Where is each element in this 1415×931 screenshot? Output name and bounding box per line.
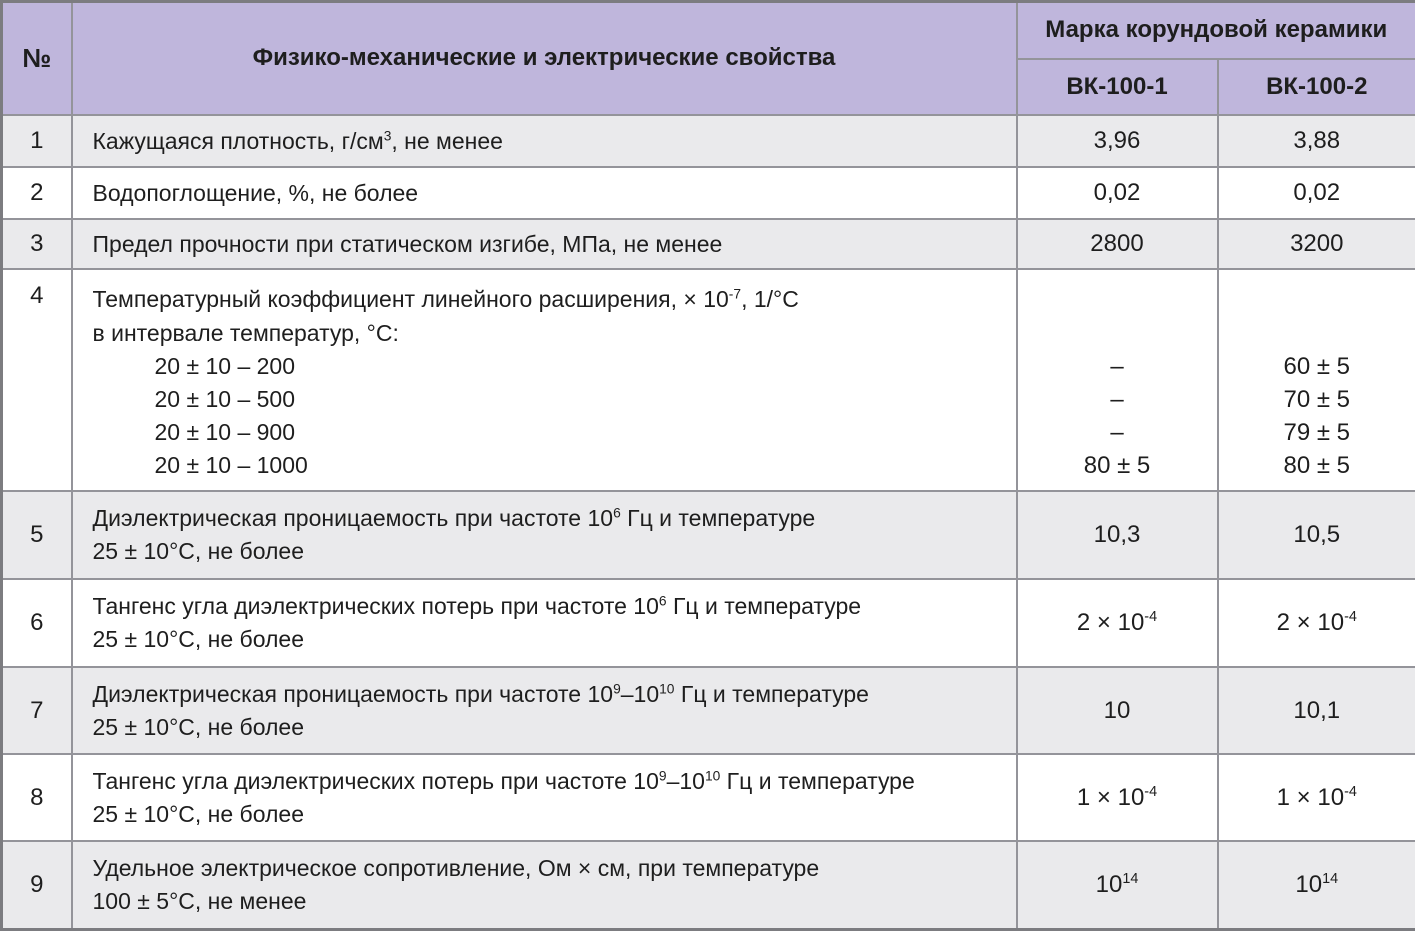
value-cell-vk-100-1: 10,3 xyxy=(1017,491,1218,579)
property-cell: Тангенс угла диэлектрических потерь при частоте $10^9-10^{10}$ Гц и температуре 25 ± 10°С, не более xyxy=(72,754,1017,841)
value-cell-vk-100-2: 10,5 xyxy=(1218,491,1415,579)
value-cell-vk-100-2: $1 \times 10^{-4}$ xyxy=(1218,754,1415,841)
property-cell: Диэлектрическая проницаемость при частоте $10^9-10^{10}$ Гц и температуре 25 ± 10°С, не более xyxy=(72,667,1017,754)
row-number: 5 xyxy=(2,491,72,579)
table-row xyxy=(2,579,1415,667)
table-row xyxy=(2,667,1415,754)
value-cell-vk-100-1: 10 xyxy=(1017,667,1218,754)
value-cell-vk-100-1: 3,96 xyxy=(1017,115,1218,167)
table-row xyxy=(2,219,1415,269)
table-row xyxy=(2,841,1415,929)
property-cell: Температурный коэффициент линейного расширения, × $10^{-7}$, 1/°С в интервале температур, °С: 20 ± 10 – 200 20 ± 10 – 500 20 ± 10 – 900 20 ± 10 – 1000 xyxy=(72,269,1017,491)
value-cell-vk-100-1: $10^{14}$ xyxy=(1017,841,1218,929)
header-brand-vk-100-2: ВК-100-2 xyxy=(1218,59,1415,115)
value-cell-vk-100-2: $2 \times 10^{-4}$ xyxy=(1218,579,1415,667)
header-brand-group: Марка корундовой керамики xyxy=(1017,2,1415,59)
temperature-interval: 20 ± 10 – 200 xyxy=(154,352,296,379)
value-cell-vk-100-2: 0,02 xyxy=(1218,167,1415,219)
value-cell-vk-100-1: 0,02 xyxy=(1017,167,1218,219)
header-brand-vk-100-1: ВК-100-1 xyxy=(1017,59,1218,115)
property-cell: Диэлектрическая проницаемость при частоте $10^6$ Гц и температуре 25 ± 10°С, не более xyxy=(72,491,1017,579)
table-row xyxy=(2,269,1415,491)
header-number-column: № xyxy=(2,2,72,115)
row-number: 6 xyxy=(2,579,72,667)
temperature-interval: 20 ± 10 – 900 xyxy=(154,418,296,445)
temperature-interval: 20 ± 10 – 1000 xyxy=(154,451,308,478)
value-cell-vk-100-2: 60 ± 5 70 ± 5 79 ± 5 80 ± 5 xyxy=(1218,269,1415,491)
row-number: 7 xyxy=(2,667,72,754)
table-row xyxy=(2,115,1415,167)
property-cell: Предел прочности при статическом изгибе, МПа, не менее xyxy=(72,219,1017,269)
header-property-column: Физико-механические и электрические свойства xyxy=(72,2,1017,115)
table-row xyxy=(2,167,1415,219)
value-cell-vk-100-2: 10,1 xyxy=(1218,667,1415,754)
property-cell: Удельное электрическое сопротивление, Ом × см, при температуре 100 ± 5°С, не менее xyxy=(72,841,1017,929)
row-number: 1 xyxy=(2,115,72,167)
property-cell: Тангенс угла диэлектрических потерь при частоте $10^6$ Гц и температуре 25 ± 10°С, не более xyxy=(72,579,1017,667)
row-number: 2 xyxy=(2,167,72,219)
row-number: 9 xyxy=(2,841,72,929)
table-row xyxy=(2,491,1415,579)
value-cell-vk-100-2: 3,88 xyxy=(1218,115,1415,167)
value-cell-vk-100-1: 2800 xyxy=(1017,219,1218,269)
row-number: 3 xyxy=(2,219,72,269)
value-cell-vk-100-1: – – – 80 ± 5 xyxy=(1017,269,1218,491)
property-cell: Водопоглощение, %, не более xyxy=(72,167,1017,219)
value-cell-vk-100-2: 3200 xyxy=(1218,219,1415,269)
value-cell-vk-100-2: $10^{14}$ xyxy=(1218,841,1415,929)
temperature-interval: 20 ± 10 – 500 xyxy=(154,385,296,412)
header-row-group xyxy=(2,2,1415,59)
property-cell: Кажущаяся плотность, $г/см^3$, не менее xyxy=(72,115,1017,167)
row-number: 8 xyxy=(2,754,72,841)
value-cell-vk-100-1: $2 \times 10^{-4}$ xyxy=(1017,579,1218,667)
value-cell-vk-100-1: $1 \times 10^{-4}$ xyxy=(1017,754,1218,841)
table-row xyxy=(2,754,1415,841)
row-number: 4 xyxy=(2,269,72,491)
